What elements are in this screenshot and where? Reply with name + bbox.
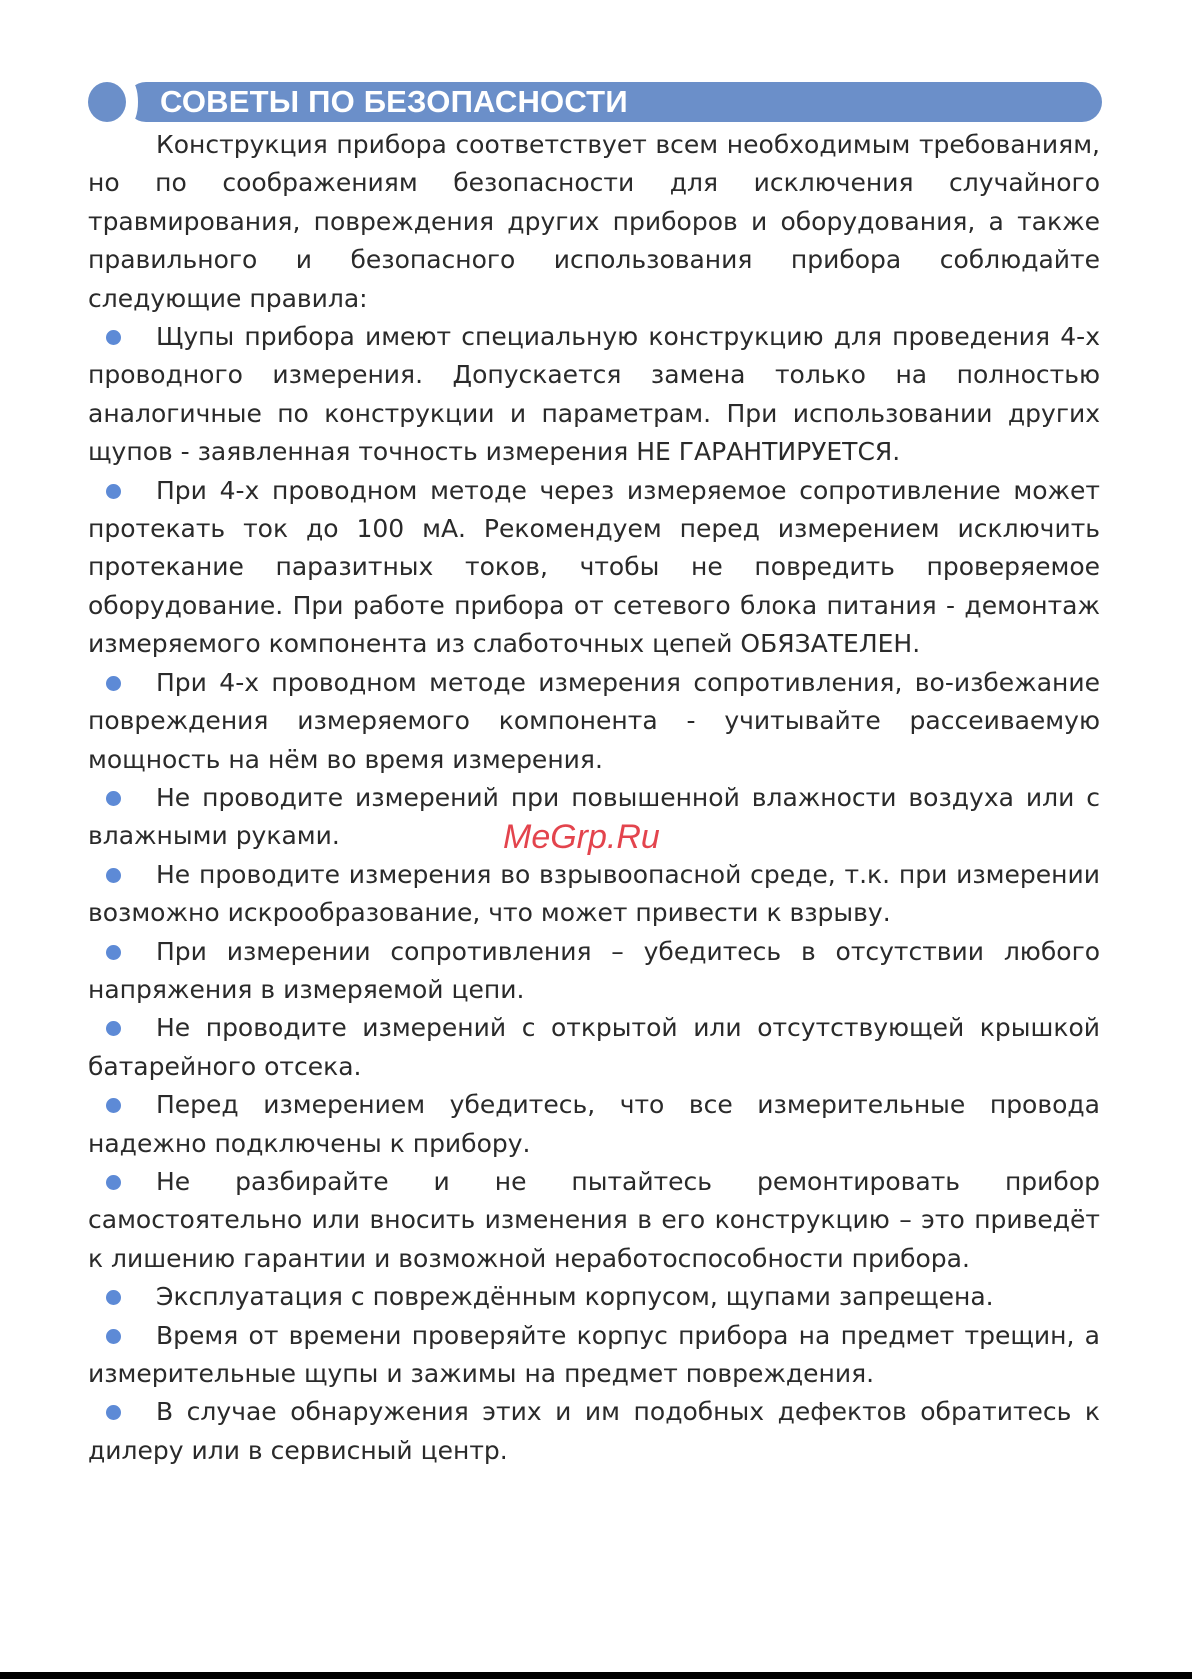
list-item-text: Время от времени проверяйте корпус прибора на предмет трещин, а измерительные щупы и зажимы на предмет повреждения.	[88, 1320, 1100, 1388]
bullet-icon	[106, 484, 121, 499]
list-item	[88, 933, 1100, 1010]
list-item	[88, 779, 1100, 856]
list-item-text: Не проводите измерений при повышенной влажности воздуха или с влажными руками.	[88, 782, 1100, 851]
list-item-text: Не разбирайте и не пытайтесь ремонтировать прибор самостоятельно или вносить изменения в его конструкцию – это приведёт к лишению гарантии и возможной неработоспособности прибора.	[88, 1166, 1100, 1273]
bullet-icon	[106, 1329, 121, 1344]
list-item	[88, 472, 1100, 664]
intro-paragraph: Конструкция прибора соответствует всем необходимым требованиям, но по соображениям безопасности для исключения случайного травмирования, повреждения других приборов и оборудования, а также правильного и безопасного использования прибора соблюдайте следующие правила:	[88, 130, 1100, 313]
watermark-text: MeGrp.Ru	[503, 818, 660, 856]
list-item	[88, 1009, 1100, 1086]
list-item-text: Перед измерением убедитесь, что все измерительные провода надежно подключены к прибору.	[88, 1090, 1100, 1158]
list-item-text: Щупы прибора имеют специальную конструкцию для проведения 4-х проводного измерения. Допускается замена только на полностью аналогичные по конструкции и параметрам. При использовании других щупов - заявленная точность измерения НЕ ГАРАНТИРУЕТСЯ.	[88, 322, 1100, 467]
list-item	[88, 318, 1100, 472]
list-item-text: В случае обнаружения этих и им подобных дефектов обратитесь к дилеру или в сервисный центр.	[88, 1397, 1100, 1465]
bullet-icon	[106, 676, 121, 691]
bullet-icon	[106, 945, 121, 960]
bullet-icon	[106, 330, 121, 345]
list-item-text: При 4-х проводном методе измерения сопротивления, во-избежание повреждения измеряемого компонента - учитывайте рассеиваемую мощность на нём во время измерения.	[88, 667, 1100, 774]
bullet-icon	[106, 1175, 121, 1190]
safety-rules-list	[88, 318, 1100, 1470]
list-item-text: Не проводите измерения во взрывоопасной среде, т.к. при измерении возможно искрообразование, что может привести к взрыву.	[88, 859, 1100, 928]
list-item-text: Эксплуатация с повреждённым корпусом, щупами запрещена.	[156, 1282, 994, 1312]
section-title: СОВЕТЫ ПО БЕЗОПАСНОСТИ	[160, 84, 628, 119]
header-circle-icon	[88, 82, 126, 122]
list-item-text: При измерении сопротивления – убедитесь в отсутствии любого напряжения в измеряемой цепи.	[88, 936, 1100, 1004]
bullet-icon	[106, 791, 121, 806]
list-item-text: Не проводите измерений с открытой или отсутствующей крышкой батарейного отсека.	[88, 1013, 1100, 1081]
list-item-text: При 4-х проводном методе через измеряемое сопротивление может протекать ток до 100 мА. Рекомендуем перед измерением исключить протекание паразитных токов, чтобы не повредить проверяемое оборудование. При работе прибора от сетевого блока питания - демонтаж измеряемого компонента из слаботочных цепей ОБЯЗАТЕЛЕН.	[88, 475, 1100, 659]
section-header	[88, 80, 1100, 124]
list-item	[88, 1163, 1100, 1278]
bottom-edge-line	[0, 1672, 1192, 1679]
list-item	[88, 1393, 1100, 1470]
list-item	[88, 1086, 1100, 1163]
list-item	[88, 1317, 1100, 1394]
list-item	[88, 664, 1100, 779]
list-item	[88, 856, 1100, 933]
bullet-icon	[106, 868, 121, 883]
list-item	[88, 1278, 1100, 1316]
document-page	[88, 80, 1100, 1470]
